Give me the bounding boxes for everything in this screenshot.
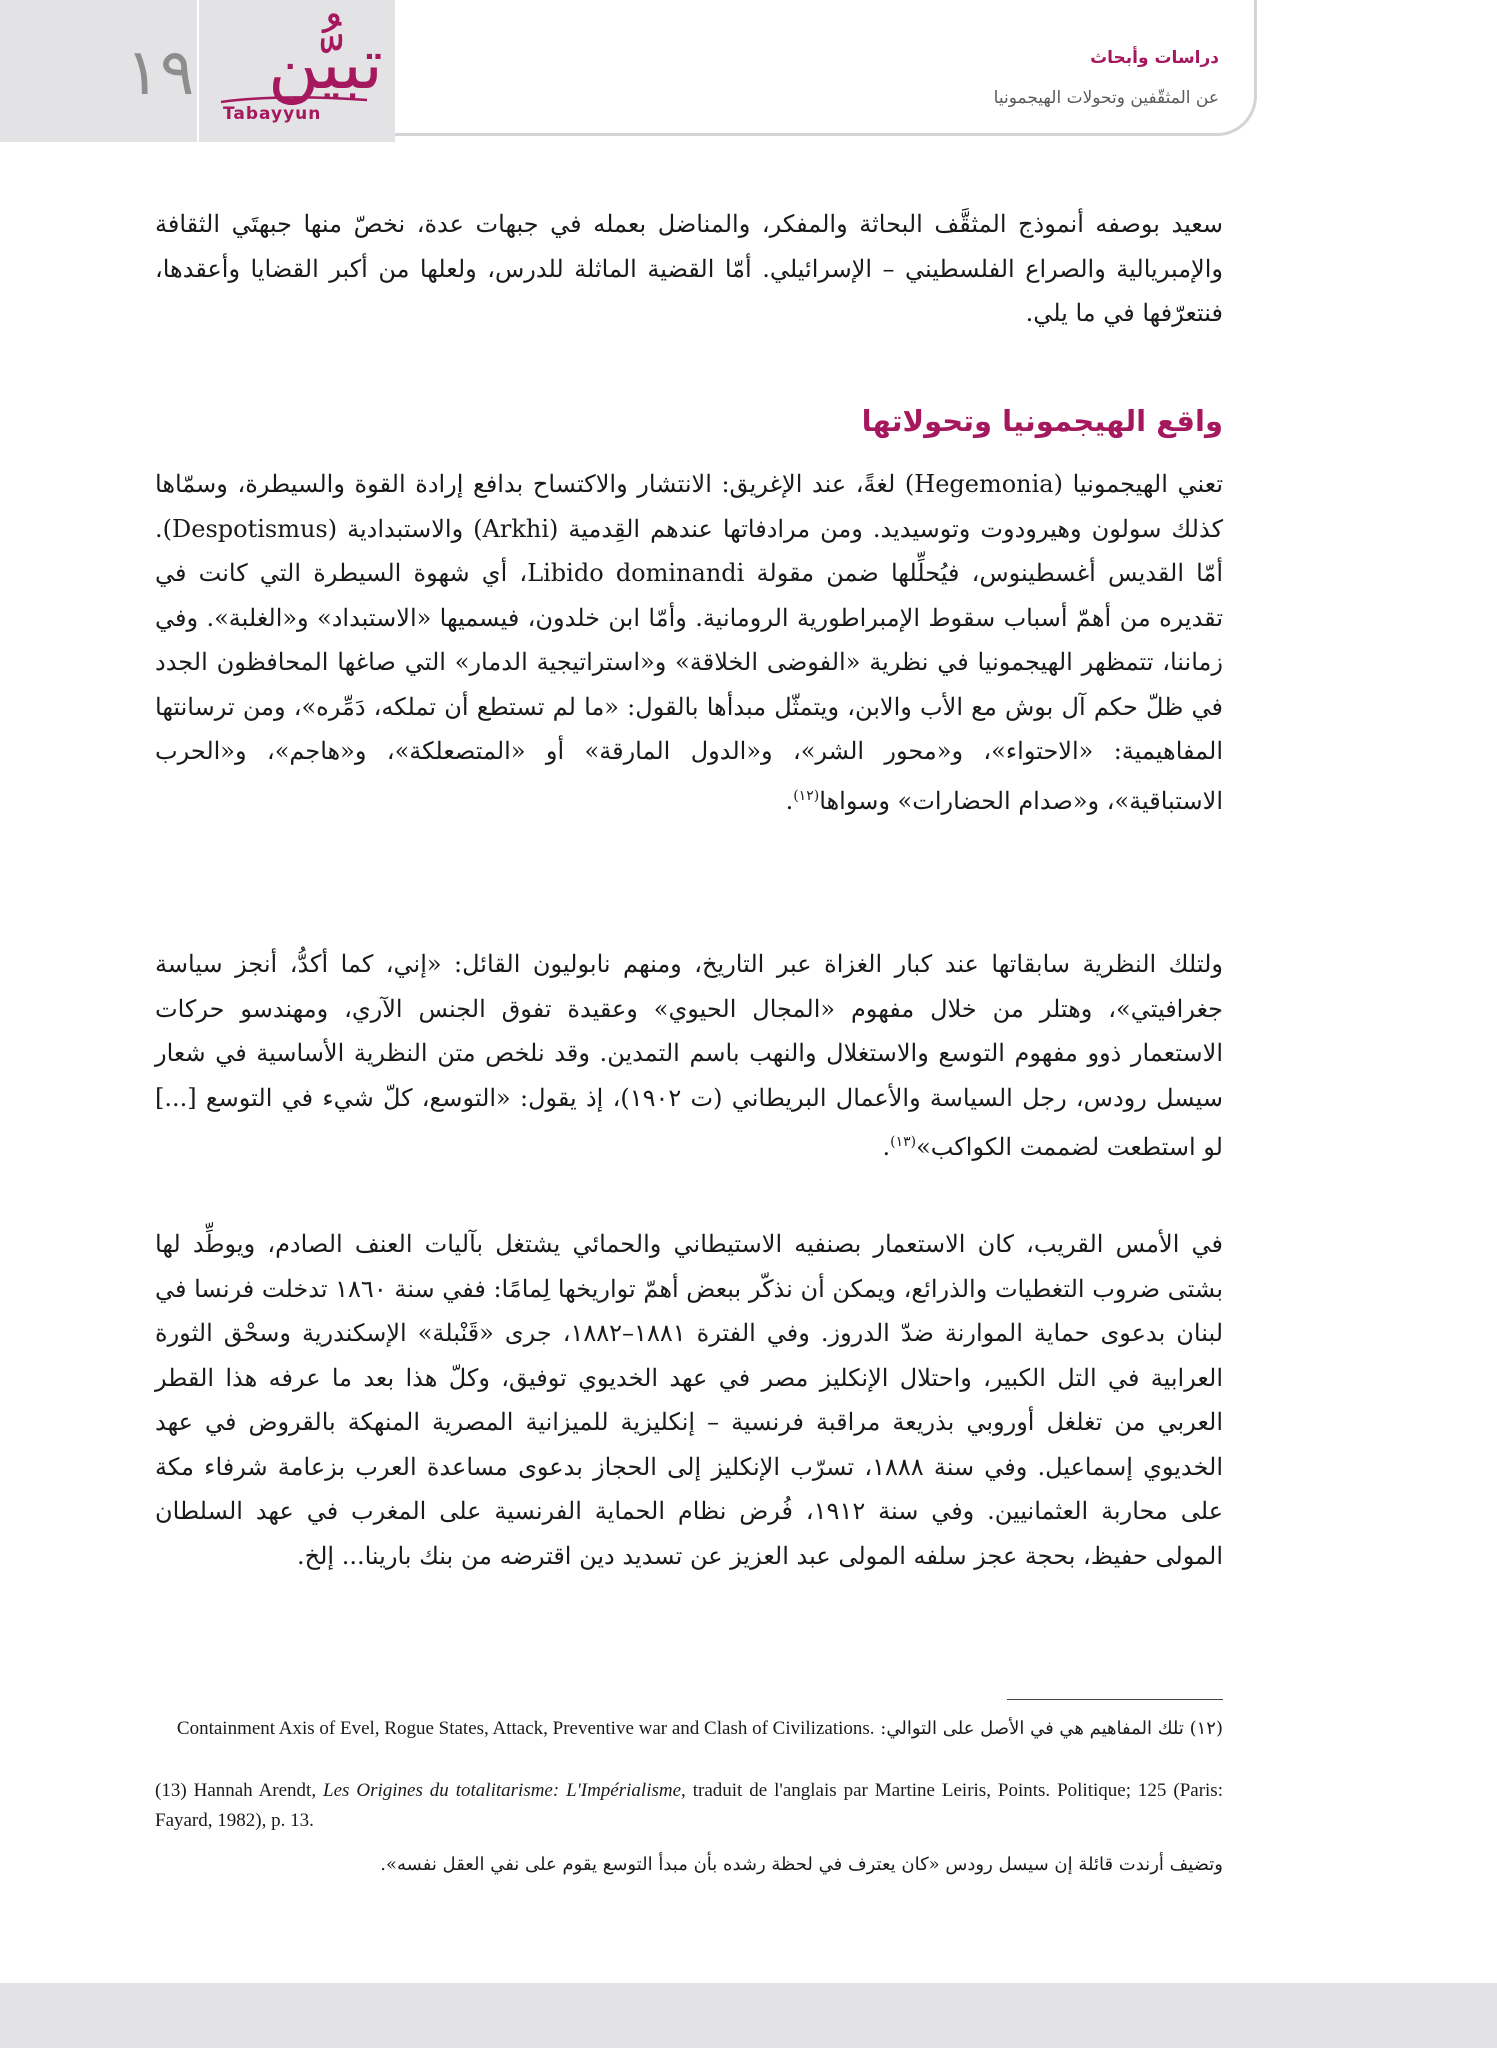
footnote-13-rest: , traduit de l'anglais par Martine Leiris, Points. Politique; 125 (Paris: Fayard, 1982), p. 13. [155, 1780, 1223, 1831]
section-heading: واقع الهيجمونيا وتحولاتها [861, 404, 1223, 438]
paragraph-precedents-wrap [155, 942, 1223, 1170]
footnote-13-arabic: وتضيف أرندت قائلة إن سيسل رودس «كان يعترف في لحظة رشده بأن مبدأ التوسع يقوم على نفي العقل نفسه». [380, 1854, 1223, 1875]
footnote-13-title: Les Origines du totalitarisme: L'Impérialisme [323, 1780, 682, 1801]
paragraph-intro-wrap [155, 202, 1223, 336]
footnote-ref-12[interactable]: (١٢) [793, 787, 820, 804]
section-label: دراسات وأبحاث [1090, 48, 1219, 68]
logo-arabic: تبيُّن [267, 23, 383, 105]
footer-band [0, 1983, 1497, 2048]
logo-latin: Tabayyun [223, 104, 322, 124]
footnote-12-arabic: (١٢) تلك المفاهيم هي في الأصل على التوالي: [880, 1718, 1223, 1739]
journal-logo [215, 23, 395, 130]
paragraph-hegemony-wrap [155, 462, 1223, 823]
footnote-12-latin: Containment Axis of Evel, Rogue States, Attack, Preventive war and Clash of Civilizations. [176, 1718, 875, 1739]
footnote-rule [1007, 1699, 1223, 1700]
header-divider [197, 0, 199, 142]
header-frame [395, 0, 1257, 136]
paragraph-colonialism: في الأمس القريب، كان الاستعمار بصنفيه الاستيطاني والحمائي يشتغل بآليات العنف الصادم، ويوطِّد لها بشتى ضروب التغطيات والذرائع، ويمكن أن نذكّر ببعض أهمّ تواريخها لِمامًا: ففي سنة ١٨٦٠ تدخلت فرنسا في لبنان بدعوى حماية الموارنة ضدّ الدروز. وفي الفترة ١٨٨١–١٨٨٢، جرى «قَنْبلة» الإسكندرية وسحْق الثورة العرابية في التل الكبير، واحتلال الإنكليز مصر في عهد الخديوي توفيق، وكلّ هذا بعد ما عرفه هذا القطر العربي من تغلغل أوروبي بذريعة مراقبة فرنسية – إنكليزية للميزانية المصرية المنهكة بالقروض في عهد الخديوي إسماعيل. وفي سنة ١٨٨٨، تسرّب الإنكليز إلى الحجاز بدعوى مساعدة العرب بزعامة شرفاء مكة على محاربة العثمانيين. وفي سنة ١٩١٢، فُرض نظام الحماية الفرنسية على المغرب في عهد السلطان المولى حفيظ، بحجة عجز سلفه المولى عبد العزيز عن تسديد دين اقترضه من بنك بارينا... إلخ. [155, 1230, 1224, 1570]
section-heading-wrap [155, 404, 1223, 438]
paragraph-precedents-text: ولتلك النظرية سابقاتها عند كبار الغزاة عبر التاريخ، ومنهم نابوليون القائل: «إني، كما أكدُّ، أنجز سياسة جغرافيتي»، وهتلر من خلال مفهوم «المجال الحيوي» وعقيدة تفوق الجنس الآري، ومهندسو حركات الاستعمار ذوو مفهوم التوسع والاستغلال والنهب باسم التمدين. وقد نلخص متن النظرية الأساسية في شعار سيسل رودس، رجل السياسة والأعمال البريطاني (ت ١٩٠٢)، إذ يقول: «التوسع، كلّ شيء في التوسع [...] لو استطعت لضممت الكواكب» [155, 950, 1224, 1161]
footnote-13 [155, 1776, 1223, 1836]
paragraph-hegemony-text: تعني الهيجمونيا (Hegemonia) لغةً، عند الإغريق: الانتشار والاكتساح بدافع إرادة القوة والسيطرة، وسمّاها كذلك سولون وهيرودوت وتوسيديد. ومن مرادفاتها عندهم القِدمية (Arkhi) والاستبدادية (Despotismus). أمّا القديس أغسطينوس، فيُحلِّلها ضمن مقولة Libido dominandi، أي شهوة السيطرة التي كانت في تقديره من أهمّ أسباب سقوط الإمبراطورية الرومانية. وأمّا ابن خلدون، فيسميها «الاستبداد» و«الغلبة». وفي زماننا، تتمظهر الهيجمونيا في نظرية «الفوضى الخلاقة» و«استراتيجية الدمار» التي صاغها المحافظون الجدد في ظلّ حكم آل بوش مع الأب والابن، ويتمثّل مبدأها بالقول: «ما لم تستطع أن تملكه، دَمِّره»، ومن ترسانتها المفاهيمية: «الاحتواء»، و«محور الشر»، و«الدول المارقة» أو «المتصعلكة»، و«هاجم»، و«الحرب الاستباقية»، و«صدام الحضارات» وسواها [155, 470, 1223, 815]
running-title: عن المثقّفين وتحولات الهيجمونيا [993, 88, 1219, 108]
paragraph-hegemony: تعني الهيجمونيا (Hegemonia) لغةً، عند الإغريق: الانتشار والاكتساح بدافع إرادة القوة والسيطرة، وسمّاها كذلك سولون وهيرودوت وتوسيديد. ومن مرادفاتها عندهم القِدمية (Arkhi) والاستبدادية (Despotismus). أمّا القديس أغسطينوس، فيُحلِّلها ضمن مقولة Libido dominandi، أي شهوة السيطرة التي كانت في تقديره من أهمّ أسباب سقوط الإمبراطورية الرومانية. وأمّا ابن خلدون، فيسميها «الاستبداد» و«الغلبة». وفي زماننا، تتمظهر الهيجمونيا في نظرية «الفوضى الخلاقة» و«استراتيجية الدمار» التي صاغها المحافظون الجدد في ظلّ حكم آل بوش مع الأب والابن، ويتمثّل مبدأها بالقول: «ما لم تستطع أن تملكه، دَمِّره»، ومن ترسانتها المفاهيمية: «الاحتواء»، و«محور الشر»، و«الدول المارقة» أو «المتصعلكة»، و«هاجم»، و«الحرب الاستباقية»، و«صدام الحضارات» وسواها$^{(١٢)}$. [155, 470, 1223, 815]
footnote-12 [155, 1714, 1223, 1744]
paragraph-colonialism-wrap [155, 1222, 1223, 1578]
footnote-13-author: (13) Hannah Arendt, [155, 1780, 324, 1801]
page-number: ١٩ [125, 36, 195, 110]
paragraph-precedents: ولتلك النظرية سابقاتها عند كبار الغزاة عبر التاريخ، ومنهم نابوليون القائل: «إني، كما أكدُّ، أنجز سياسة جغرافيتي»، وهتلر من خلال مفهوم «المجال الحيوي» وعقيدة تفوق الجنس الآري، ومهندسو حركات الاستعمار ذوو مفهوم التوسع والاستغلال والنهب باسم التمدين. وقد نلخص متن النظرية الأساسية في شعار سيسل رودس، رجل السياسة والأعمال البريطاني (ت ١٩٠٢)، إذ يقول: «التوسع، كلّ شيء في التوسع [...] لو استطعت لضممت الكواكب»$^{(١٣)}$. [155, 950, 1224, 1161]
footnote-ref-13[interactable]: (١٣) [890, 1134, 917, 1150]
paragraph-intro: سعيد بوصفه أنموذج المثقَّف البحاثة والمفكر، والمناضل بعمله في جبهات عدة، نخصّ منها جبهتَي الثقافة والإمبريالية والصراع الفلسطيني – الإسرائيلي. أمّا القضية الماثلة للدرس، ولعلها من أكبر القضايا وأعقدها، فنتعرّفها في ما يلي. [155, 210, 1223, 327]
